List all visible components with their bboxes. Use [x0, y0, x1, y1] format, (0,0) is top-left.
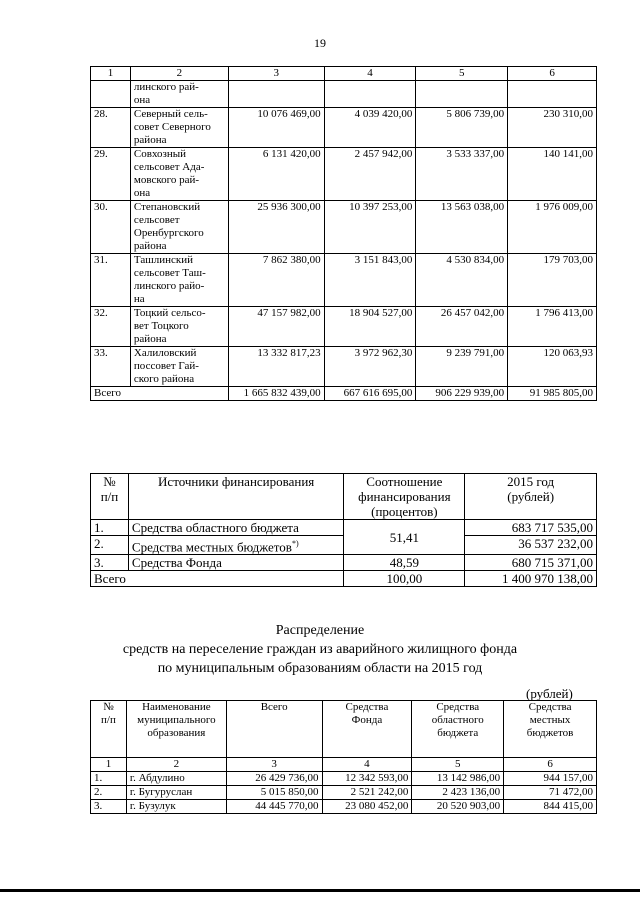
header-share: Соотношение финансирования (процентов)	[344, 474, 465, 520]
header-local: Средства местных бюджетов	[504, 701, 597, 758]
cell-regional: 13 563 038,00	[416, 201, 508, 254]
row-value: 683 717 535,00	[465, 520, 597, 536]
row-index: 1.	[91, 772, 127, 786]
col-number: 6	[504, 758, 597, 772]
row-index: 31.	[91, 254, 131, 307]
table-row	[91, 201, 597, 254]
header-name: Наименование муниципального образования	[126, 701, 226, 758]
cell-regional: 13 142 986,00	[412, 772, 504, 786]
row-name: Средства Фонда	[128, 555, 344, 571]
cell-total: 26 429 736,00	[226, 772, 322, 786]
col-number: 1	[91, 758, 127, 772]
cell-total: 6 131 420,00	[228, 148, 324, 201]
header-source: Источники финансирования	[128, 474, 344, 520]
distribution-subtitle: средств на переселение граждан из аварийного жилищного фонда	[122, 642, 518, 657]
footnote-mark: *)	[291, 539, 299, 548]
header-number: № п/п	[91, 701, 127, 758]
row-index: 3.	[91, 800, 127, 814]
row-index: 32.	[91, 307, 131, 347]
cell-local: 230 310,00	[508, 108, 597, 148]
row-index: 29.	[91, 148, 131, 201]
table-row	[91, 347, 597, 387]
cell-regional: 3 533 337,00	[416, 148, 508, 201]
table-row	[91, 786, 597, 800]
cell-fund: 2 521 242,00	[322, 786, 412, 800]
row-name: Средства местных бюджетов	[131, 539, 292, 555]
table-header-row	[91, 67, 597, 81]
cell-local: 1 976 009,00	[508, 201, 597, 254]
cell-total: 47 157 982,00	[228, 307, 324, 347]
row-index: 3.	[91, 555, 129, 571]
col-number: 4	[324, 67, 416, 81]
row-name: линского рай- она	[130, 81, 228, 108]
cell-total: 25 936 300,00	[228, 201, 324, 254]
cell-total: 10 076 469,00	[228, 108, 324, 148]
col-number: 5	[412, 758, 504, 772]
row-index: 2.	[91, 536, 129, 555]
cell-local: 120 063,93	[508, 347, 597, 387]
cell-fund: 3 151 843,00	[324, 254, 416, 307]
page-bottom-rule	[0, 889, 640, 892]
column-number-row	[91, 758, 597, 772]
cell-local: 140 141,00	[508, 148, 597, 201]
cell-fund: 12 342 593,00	[322, 772, 412, 786]
table-row	[91, 81, 597, 108]
unit-label: (рублей)	[526, 686, 573, 701]
header-fund: Средства Фонда	[322, 701, 412, 758]
row-index: 28.	[91, 108, 131, 148]
table-row	[91, 772, 597, 786]
merged-share: 51,41	[344, 520, 465, 555]
col-number: 2	[130, 67, 228, 81]
col-number: 4	[322, 758, 412, 772]
total-all: 1 665 832 439,00	[228, 387, 324, 401]
total-value: 1 400 970 138,00	[465, 571, 597, 587]
row-index: 33.	[91, 347, 131, 387]
table-row	[91, 254, 597, 307]
table-row	[91, 148, 597, 201]
total-row	[91, 571, 597, 587]
cell-local: 179 703,00	[508, 254, 597, 307]
row-value: 36 537 232,00	[465, 536, 597, 555]
cell-fund: 3 972 962,30	[324, 347, 416, 387]
row-name: Тоцкий сельсо- вет Тоцкого района	[130, 307, 228, 347]
header-year: 2015 год (рублей)	[465, 474, 597, 520]
row-index: 1.	[91, 520, 129, 536]
col-number: 3	[226, 758, 322, 772]
header-total: Всего	[226, 701, 322, 758]
row-name: Халиловский поссовет Гай- ского района	[130, 347, 228, 387]
cell-local: 71 472,00	[504, 786, 597, 800]
row-name: Средства областного бюджета	[128, 520, 344, 536]
row-name: Совхозный сельсовет Ада- мовского рай- она	[130, 148, 228, 201]
cell-total: 44 445 770,00	[226, 800, 322, 814]
table-header-row	[91, 474, 597, 520]
cell-fund: 10 397 253,00	[324, 201, 416, 254]
table-header-row	[91, 701, 597, 758]
row-name-cell	[128, 536, 344, 555]
row-name: г. Бузулук	[126, 800, 226, 814]
cell-fund: 4 039 420,00	[324, 108, 416, 148]
total-row	[91, 387, 597, 401]
total-local: 91 985 805,00	[508, 387, 597, 401]
total-regional: 906 229 939,00	[416, 387, 508, 401]
table-row	[91, 555, 597, 571]
row-name: г. Бугуруслан	[126, 786, 226, 800]
cell-local: 944 157,00	[504, 772, 597, 786]
cell-total: 5 015 850,00	[226, 786, 322, 800]
table-row	[91, 800, 597, 814]
table-row	[91, 307, 597, 347]
cell-local: 1 796 413,00	[508, 307, 597, 347]
header-number: № п/п	[91, 474, 129, 520]
row-share: 48,59	[344, 555, 465, 571]
total-fund: 667 616 695,00	[324, 387, 416, 401]
col-number: 5	[416, 67, 508, 81]
col-number: 6	[508, 67, 597, 81]
total-label: Всего	[91, 387, 229, 401]
table-row	[91, 520, 597, 536]
total-label: Всего	[91, 571, 344, 587]
col-number: 3	[228, 67, 324, 81]
row-index: 30.	[91, 201, 131, 254]
cell-fund: 23 080 452,00	[322, 800, 412, 814]
cell-regional: 2 423 136,00	[412, 786, 504, 800]
financing-sources-table	[90, 473, 597, 587]
row-name: Степановский сельсовет Оренбургского района	[130, 201, 228, 254]
distribution-table	[90, 700, 597, 814]
cell-regional: 20 520 903,00	[412, 800, 504, 814]
cell-fund: 18 904 527,00	[324, 307, 416, 347]
cell-regional: 4 530 834,00	[416, 254, 508, 307]
row-name: Северный сель- совет Северного района	[130, 108, 228, 148]
row-name: Ташлинский сельсовет Таш- линского райо- на	[130, 254, 228, 307]
municipal-funding-table	[90, 66, 597, 401]
total-share: 100,00	[344, 571, 465, 587]
cell-fund: 2 457 942,00	[324, 148, 416, 201]
cell-regional: 5 806 739,00	[416, 108, 508, 148]
row-name: г. Абдулино	[126, 772, 226, 786]
page-number: 19	[314, 36, 326, 50]
distribution-subtitle: по муниципальным образованиям области на 2015 год	[157, 661, 483, 676]
row-index: 2.	[91, 786, 127, 800]
table-row	[91, 536, 597, 555]
cell-regional: 26 457 042,00	[416, 307, 508, 347]
cell-total: 7 862 380,00	[228, 254, 324, 307]
header-regional: Средства областного бюджета	[412, 701, 504, 758]
cell-regional: 9 239 791,00	[416, 347, 508, 387]
cell-total: 13 332 817,23	[228, 347, 324, 387]
table-row	[91, 108, 597, 148]
row-value: 680 715 371,00	[465, 555, 597, 571]
col-number: 1	[91, 67, 131, 81]
cell-local: 844 415,00	[504, 800, 597, 814]
col-number: 2	[126, 758, 226, 772]
distribution-title: Распределение	[275, 623, 365, 638]
